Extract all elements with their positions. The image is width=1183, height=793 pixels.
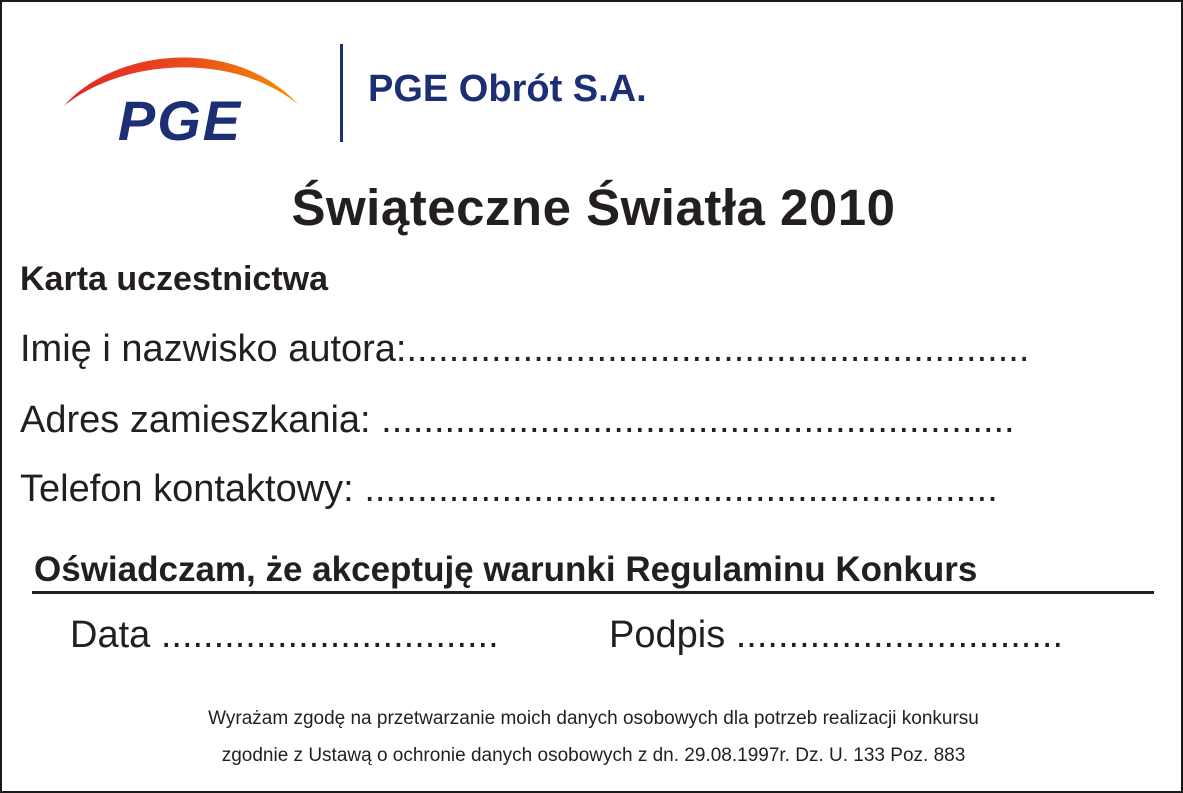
- page-title: Świąteczne Światła 2010: [291, 179, 896, 236]
- logo-text: PGE: [117, 89, 243, 150]
- author-name-field: [20, 328, 1029, 371]
- address-label: Adres zamieszkania:: [20, 399, 382, 441]
- phone-field: [20, 468, 998, 511]
- consent-line-1: Wyrażam zgodę na przetwarzanie moich danych osobowych dla potrzeb realizacji konkursu: [208, 708, 979, 729]
- company-name: PGE Obrót S.A.: [368, 68, 647, 110]
- consent-line-2: zgodnie z Ustawą o ochronie danych osobowych z dn. 29.08.1997r. Dz. U. 133 Poz. 883: [221, 745, 966, 766]
- address-field: [20, 399, 1015, 442]
- date-label: Data: [70, 614, 161, 656]
- date-field: [70, 614, 499, 657]
- address-blank: ............................................................: [381, 399, 1015, 441]
- signature-field: [609, 614, 1063, 657]
- signature-blank: ...............................: [735, 614, 1064, 656]
- phone-blank: ............................................................: [364, 468, 998, 510]
- signature-label: Podpis: [609, 614, 736, 656]
- date-blank: ................................: [160, 614, 499, 656]
- header-divider: [340, 44, 343, 142]
- card-subtitle: Karta uczestnictwa: [20, 260, 328, 298]
- declaration-underline: [32, 591, 1154, 594]
- declaration-text: Oświadczam, że akceptuję warunki Regulaminu Konkurs: [34, 550, 978, 589]
- pge-logo: [62, 40, 302, 150]
- author-name-blank: ...........................................................: [406, 328, 1030, 370]
- phone-label: Telefon kontaktowy:: [20, 468, 365, 510]
- author-name-label: Imię i nazwisko autora:: [20, 328, 407, 370]
